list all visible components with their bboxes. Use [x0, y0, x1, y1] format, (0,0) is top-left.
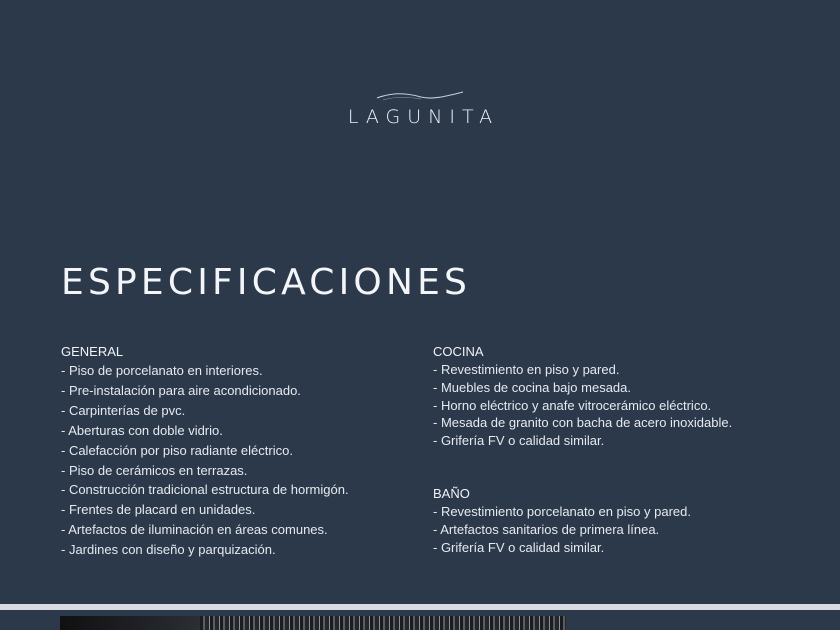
- general-heading: GENERAL: [61, 344, 124, 359]
- list-item: - Revestimiento en piso y pared.: [433, 362, 620, 377]
- list-item: - Mesada de granito con bacha de acero inoxidable.: [433, 415, 733, 431]
- brand-logo: [0, 88, 840, 128]
- bano-spec-list: [433, 503, 691, 556]
- list-item: - Piso de porcelanato en interiores.: [61, 363, 263, 378]
- general-section: [61, 343, 349, 560]
- wave-logo-icon: [375, 88, 465, 104]
- bano-heading: BAÑO: [433, 486, 470, 501]
- page-title: ESPECIFICACIONES: [61, 262, 472, 303]
- list-item: - Artefactos de iluminación en áreas comunes.: [61, 522, 328, 538]
- cocina-spec-list: [433, 361, 732, 450]
- list-item: - Construcción tradicional estructura de hormigón.: [61, 482, 349, 498]
- list-item: - Grifería FV o calidad similar.: [433, 539, 605, 555]
- list-item: - Revestimiento porcelanato en piso y pared.: [433, 504, 691, 519]
- list-item: - Horno eléctrico y anafe vitrocerámico eléctrico.: [433, 397, 712, 413]
- photo-shadow: [60, 616, 200, 630]
- cocina-section: [433, 343, 732, 450]
- next-page-preview: [0, 604, 840, 630]
- list-item: - Piso de cerámicos en terrazas.: [61, 462, 248, 478]
- list-item: - Jardines con diseño y parquización.: [61, 542, 276, 558]
- page-divider: [0, 604, 840, 610]
- list-item: - Pre-instalación para aire acondicionado.: [61, 382, 301, 398]
- bano-section: [433, 485, 691, 556]
- list-item: - Frentes de placard en unidades.: [61, 502, 256, 518]
- cocina-heading: COCINA: [433, 344, 484, 359]
- list-item: - Calefacción por piso radiante eléctrico.: [61, 442, 293, 458]
- list-item: - Carpinterías de pvc.: [61, 402, 186, 418]
- brand-name: LAGUNITA: [347, 106, 500, 128]
- list-item: - Aberturas con doble vidrio.: [61, 422, 223, 438]
- list-item: - Muebles de cocina bajo mesada.: [433, 379, 632, 395]
- list-item: - Grifería FV o calidad similar.: [433, 433, 605, 449]
- general-spec-list: [61, 361, 349, 560]
- list-item: - Artefactos sanitarios de primera línea.: [433, 521, 660, 537]
